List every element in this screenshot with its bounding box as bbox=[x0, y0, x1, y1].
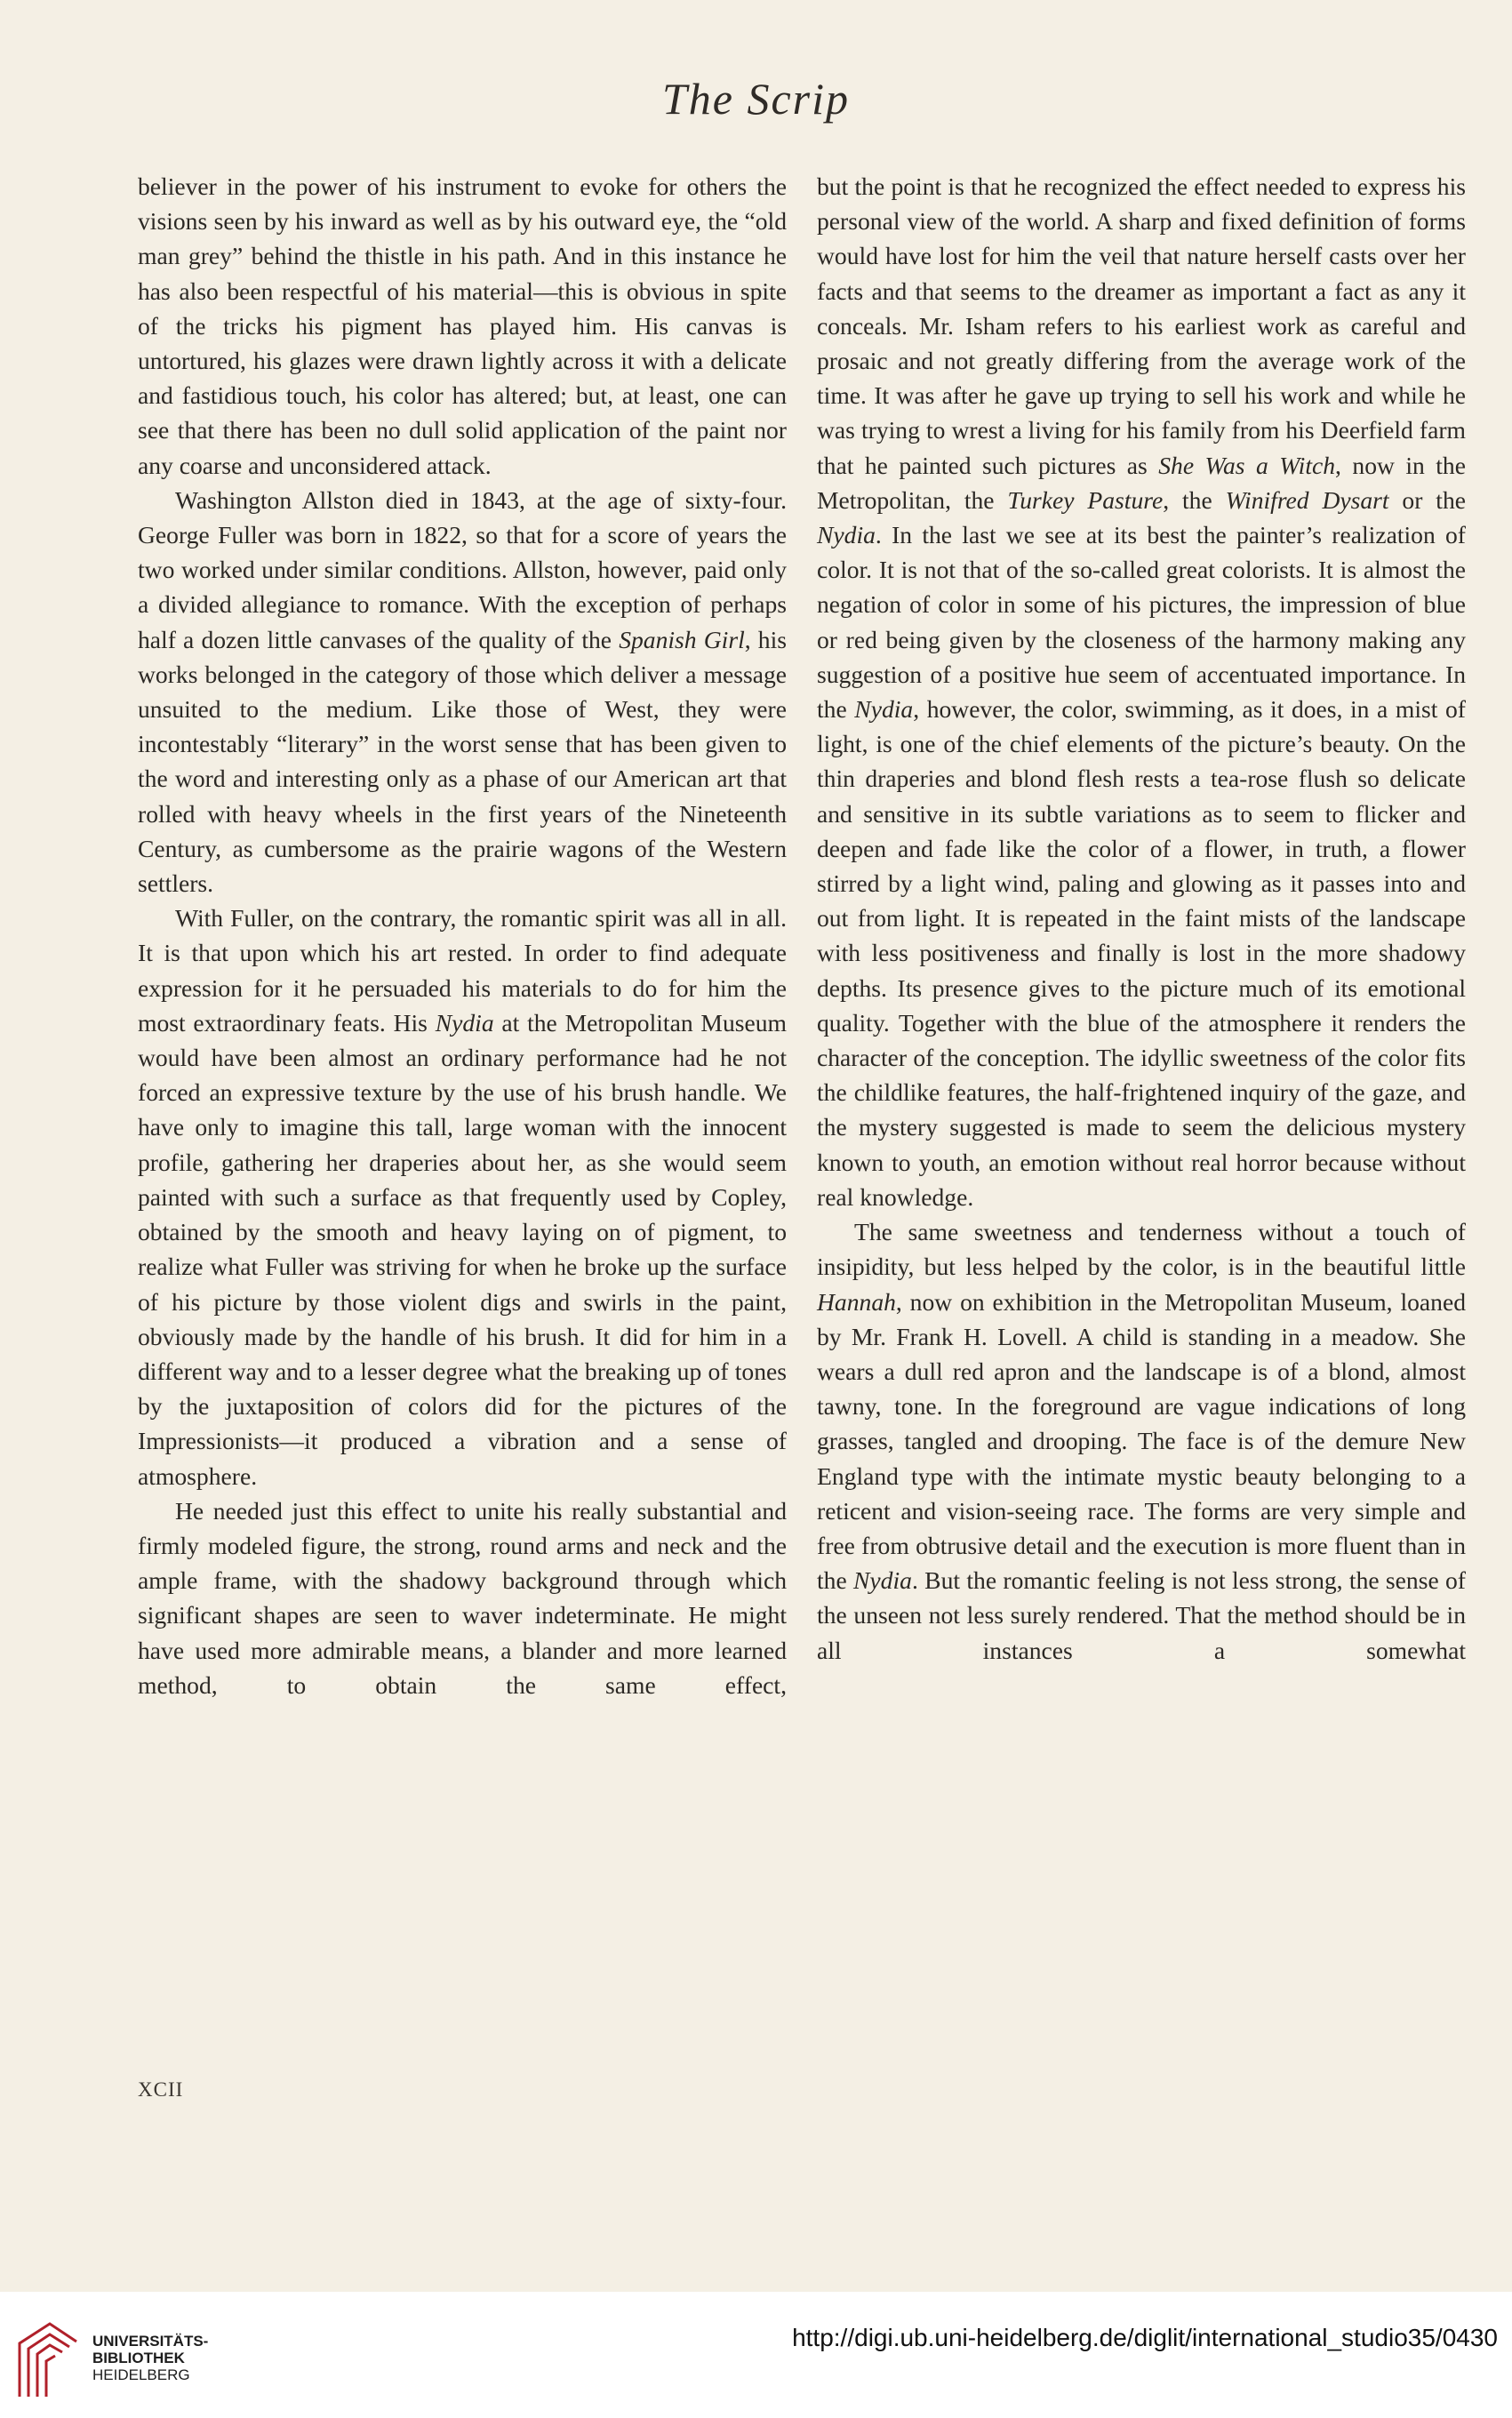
artwork-title: Nydia bbox=[435, 1008, 494, 1037]
paragraph-text: The same sweetness and tenderness without a touch of insipidity, but less helped by the color, is in the beautiful little bbox=[817, 1218, 1466, 1281]
paragraph bbox=[138, 1493, 787, 1702]
paragraph bbox=[817, 169, 1466, 1214]
source-url-link[interactable]: http://digi.ub.uni-heidelberg.de/diglit/international_studio35/0430 bbox=[792, 2324, 1498, 2351]
logo-line: HEIDELBERG bbox=[92, 2366, 190, 2383]
artwork-title: Turkey Pasture bbox=[1007, 485, 1164, 514]
paragraph bbox=[138, 901, 787, 1493]
library-logo-text bbox=[92, 2333, 208, 2383]
artwork-title: Hannah bbox=[817, 1287, 896, 1316]
logo-line: BIBLIOTHEK bbox=[92, 2350, 185, 2366]
paragraph-text: Washington Allston died in 1843, at the age of sixty-four. George Fuller was born in 1822, so that for a score of years the two worked under similar conditions. Allston, however, paid only a divided allegiance to romance. With the exception of perhaps half a dozen little canvases of the quality of the bbox=[138, 485, 787, 653]
paragraph-text: He needed just this effect to unite his really substantial and firmly modeled figure, the strong, round arms and neck and the ample frame, with the shadowy background through which significant shapes are seen to waver indeterminate. He might have used more admirable means, a blander and more learned method, to obtain the same effect, bbox=[138, 1496, 787, 1699]
artwork-title: She Was a Witch bbox=[1158, 451, 1336, 479]
paragraph-text: . But the romantic feeling is not less strong, the sense of the unseen not less surely rendered. That the method should be in all instances a somewhat bbox=[817, 1566, 1466, 1664]
paragraph-text: at the Metropolitan Museum would have been almost an ordinary performance had he not forced an expressive texture by the use of his brush handle. We have only to imagine this tall, large woman with the innocent profile, gathering her draperies about her, as she would seem painted with such a surface as that frequently used by Copley, obtained by the smooth and heavy laying on of pigment, to realize what Fuller was striving for when he broke up the surface of his picture by those violent digs and swirls in the paint, obviously made by the handle of his brush. It did for him in a different way and to a lesser degree what the breaking up of tones by the juxtaposition of colors did for the pictures of the Impressionists—it produced a vibration and a sense of atmosphere. bbox=[138, 1008, 787, 1490]
paragraph bbox=[138, 169, 787, 483]
page-title: The Scrip bbox=[661, 74, 851, 124]
paragraph bbox=[817, 1214, 1466, 1668]
page-number: XCII bbox=[138, 2078, 184, 2101]
paragraph-text: , now on exhibition in the Metropolitan Museum, loaned by Mr. Frank H. Lovell. A child is standing in a meadow. She wears a dull red apron and the landscape is of a blond, almost tawny, tone. In the foreground are vague indications of long grasses, tangled and drooping. The face is of the demure New England type with the intimate mystic beauty belonging to a reticent and vision-seeing race. The forms are very simple and free from obtrusive detail and the execution is more fluent than in the bbox=[817, 1287, 1466, 1595]
paragraph-text: but the point is that he recognized the effect needed to express his personal view of the world. A sharp and fixed definition of forms would have lost for him the veil that nature herself casts over her facts and that seems to the dreamer as important a fact as any it conceals. Mr. Isham refers to his earliest work as careful and prosaic and not greatly differing from the average work of the time. It was after he gave up trying to sell his work and while he was trying to wrest a living for his family from his Deerfield farm that he painted such pictures as bbox=[817, 172, 1466, 479]
paragraph-text: With Fuller, on the contrary, the romantic spirit was all in all. It is that upon which his art rested. In order to find adequate expression for it he persuaded his materials to do for him the most extraordinary feats. His bbox=[138, 904, 787, 1037]
paragraph bbox=[138, 483, 787, 901]
right-column bbox=[817, 169, 1466, 1668]
artwork-title: Winifred Dysart bbox=[1225, 485, 1389, 514]
library-logo-icon bbox=[14, 2317, 82, 2402]
paragraph-text: , the bbox=[1163, 485, 1226, 514]
paragraph-text: , his works belonged in the category of those which deliver a message unsuited to the medium. Like those of West, they were incontestably “literary” in the worst sense that has been given to the word and interesting only as a phase of our American art that rolled with heavy wheels in the first years of the Nineteenth Century, as cumbersome as the prairie wagons of the Western settlers. bbox=[138, 625, 787, 898]
artwork-title: Nydia bbox=[853, 1566, 912, 1595]
artwork-title: Nydia bbox=[854, 695, 914, 724]
artwork-title: Nydia bbox=[817, 521, 876, 549]
logo-line: UNIVERSITÄTS- bbox=[92, 2333, 209, 2350]
artwork-title: Spanish Girl bbox=[619, 625, 745, 653]
paragraph-text: believer in the power of his instrument to evoke for others the visions seen by his inward as well as by his outward eye, the “old man grey” behind the thistle in his path. And in this instance he has also been respectful of his material—this is obvious in spite of the tricks his pigment has played him. His canvas is untortured, his glazes were drawn lightly across it with a delicate and fastidious touch, his color has altered; but, at least, one can see that there has been no dull solid application of the paint nor any coarse and unconsidered attack. bbox=[138, 172, 787, 479]
paragraph-text: or the bbox=[1388, 485, 1466, 514]
paragraph-text: , now in the Metropolitan, the bbox=[817, 451, 1466, 514]
paragraph-text: , however, the color, swimming, as it does, in a mist of light, is one of the chief elements of the picture’s beauty. On the thin draperies and blond flesh rests a tea-rose flush so delicate and sensitive in its subtle variations as to seem to flicker and deepen and fade like the color of a flower, in truth, a flower stirred by a light wind, paling and glowing as it passes into and out from light. It is repeated in the faint mists of the landscape with less positiveness and finally is lost in the more shadowy depths. Its presence gives to the picture much of its emotional quality. Together with the blue of the atmosphere it renders the character of the conception. The idyllic sweetness of the color fits the childlike features, the half-frightened inquiry of the gaze, and the mystery suggested is made to seem the delicious mystery known to youth, an emotion without real horror because without real knowledge. bbox=[817, 695, 1466, 1211]
footer-bar bbox=[0, 2292, 1512, 2418]
paragraph-text: . In the last we see at its best the painter’s realization of color. It is not that of the so-called great colorists. It is almost the negation of color in some of his pictures, the impression of blue or red being given by the closeness of the harmony making any suggestion of a positive hue seem of accentuated importance. In the bbox=[817, 521, 1466, 724]
left-column bbox=[138, 169, 787, 1702]
